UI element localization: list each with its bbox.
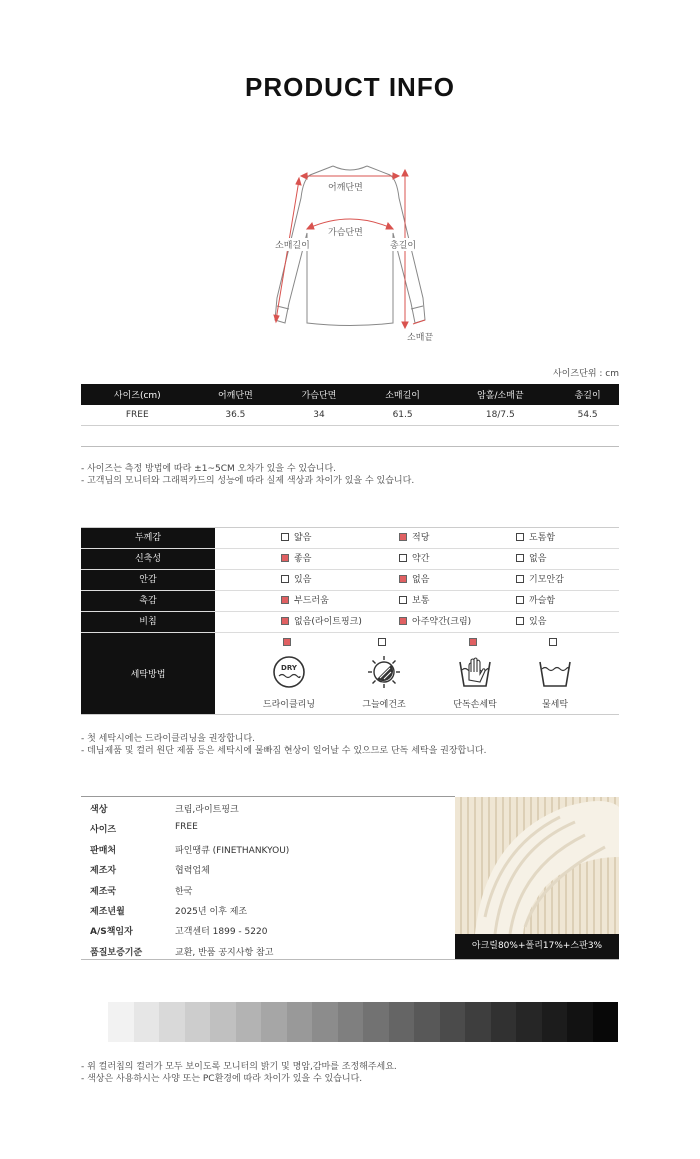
color-swatch: [414, 1002, 440, 1042]
color-swatch: [542, 1002, 568, 1042]
color-swatch: [185, 1002, 211, 1042]
color-swatch: [338, 1002, 364, 1042]
swatch-notes: [81, 1061, 397, 1085]
attr-option: 적당: [399, 528, 429, 549]
water-wash-icon: [537, 654, 573, 690]
info-key: 사이즈: [90, 825, 117, 836]
checkbox-icon: [281, 533, 289, 541]
hand-wash-icon: [457, 654, 493, 690]
checkbox-checked-icon: [399, 533, 407, 541]
checkbox-icon: [399, 596, 407, 604]
attr-option: 좋음: [281, 549, 311, 570]
wash-method-dry-clean: [254, 640, 324, 712]
color-swatch: [465, 1002, 491, 1042]
attr-name: 안감: [139, 575, 157, 585]
color-swatch: [287, 1002, 313, 1042]
color-swatch: [108, 1002, 134, 1042]
info-row: [81, 797, 455, 817]
wash-label: 단독손세탁: [453, 700, 497, 710]
attr-option: 기모안감: [516, 570, 564, 591]
size-unit: 사이즈단위 : cm: [553, 369, 619, 379]
divider: [81, 959, 619, 960]
swatch-note: - 색상은 사용하시는 사양 또는 PC환경에 따라 차이가 있을 수 있습니다.: [81, 1074, 363, 1084]
attr-option: 있음: [281, 570, 311, 591]
attr-name: 비침: [139, 617, 157, 627]
table-row-empty: [81, 425, 619, 446]
attr-option: 없음: [399, 570, 429, 591]
wash-method-hand-wash: [440, 640, 510, 712]
checkbox-checked-icon: [399, 617, 407, 625]
attr-option: 없음: [516, 549, 546, 570]
washing-notes: [81, 733, 486, 757]
checkbox-icon: [516, 617, 524, 625]
attr-option: 얇음: [281, 528, 311, 549]
info-key: 제조년월: [90, 906, 125, 917]
size-col-header: 어깨단면: [194, 384, 278, 405]
dry-text: DRY: [281, 664, 297, 672]
washing-note: - 데님제품 및 컬러 원단 제품 등은 세탁시에 물빠짐 현상이 일어날 수 있으므로 단독 세탁을 권장합니다.: [81, 746, 487, 756]
sleeve-length-label: 소매길이: [275, 238, 310, 251]
chest-label: 가슴단면: [328, 225, 363, 238]
page-title: PRODUCT INFO: [245, 72, 455, 102]
shade-dry-icon: [366, 654, 402, 690]
info-row: [81, 879, 455, 899]
color-swatch: [210, 1002, 236, 1042]
size-cell: FREE: [81, 405, 194, 425]
washing-note: - 첫 세탁시에는 드라이클리닝을 권장합니다.: [81, 734, 256, 744]
color-swatch: [363, 1002, 389, 1042]
checkbox-icon: [516, 575, 524, 583]
info-row: [81, 919, 455, 939]
attr-option: 도톰함: [516, 528, 555, 549]
washing-label: 세탁방법: [130, 670, 166, 680]
color-swatch: [312, 1002, 338, 1042]
attr-option: 보통: [399, 591, 429, 612]
total-length-label: 총길이: [390, 238, 416, 251]
size-note: - 사이즈는 측정 방법에 따라 ±1~5CM 오차가 있을 수 있습니다.: [81, 464, 337, 474]
color-swatch: [261, 1002, 287, 1042]
attr-option: 아주약간(크림): [399, 612, 471, 633]
size-cell: 34: [277, 405, 361, 425]
info-value: 한국: [175, 886, 193, 897]
attr-name: 촉감: [139, 596, 157, 606]
fabric-closeup-image: [455, 797, 619, 934]
info-row: [81, 940, 455, 960]
checkbox-icon: [378, 638, 386, 646]
wash-label: 드라이클리닝: [262, 700, 316, 710]
checkbox-icon: [549, 638, 557, 646]
size-notes: [81, 463, 414, 487]
color-swatch: [134, 1002, 160, 1042]
info-row: [81, 858, 455, 878]
info-value: 고객센터 1899 - 5220: [175, 927, 268, 938]
attr-name: 두께감: [134, 533, 162, 543]
size-table-header: [81, 384, 619, 405]
checkbox-checked-icon: [281, 617, 289, 625]
attr-row-stretch: [81, 549, 619, 570]
table-row: [81, 405, 619, 425]
attr-row-lining: [81, 570, 619, 591]
info-key: 품질보증기준: [90, 947, 143, 958]
attr-option: 까슬함: [516, 591, 555, 612]
attr-row-sheer: [81, 612, 619, 633]
info-value: 교환, 반품 공지사항 참고: [175, 947, 274, 958]
info-row: [81, 817, 455, 837]
checkbox-icon: [516, 596, 524, 604]
info-value: FREE: [175, 822, 198, 833]
swatch-note: - 위 컬러칩의 컬러가 모두 보이도록 모니터의 밝기 및 명암,감마를 조정해주세요.: [81, 1062, 397, 1072]
attr-option: 약간: [399, 549, 429, 570]
color-swatch: [567, 1002, 593, 1042]
size-cell: 54.5: [556, 405, 619, 425]
wash-label: 그늘에건조: [362, 700, 406, 710]
info-key: 제조자: [90, 866, 117, 877]
info-key: 제조국: [90, 886, 117, 897]
shoulder-label: 어깨단면: [328, 180, 363, 193]
info-value: 파인땡큐 (FINETHANKYOU): [175, 845, 290, 856]
checkbox-checked-icon: [281, 554, 289, 562]
size-col-header: 암홀/소매끝: [444, 384, 556, 405]
info-value: 2025년 이후 제조: [175, 906, 248, 917]
info-value: 협력업체: [175, 866, 210, 877]
checkbox-icon: [516, 554, 524, 562]
fabric-composition: 아크릴80%+폴리17%+스판3%: [455, 934, 619, 959]
fabric-attributes-table: [81, 527, 619, 715]
info-row: [81, 838, 455, 858]
info-key: 색상: [90, 805, 108, 815]
wash-method-water-wash: [520, 640, 590, 712]
checkbox-icon: [399, 554, 407, 562]
attr-row-touch: [81, 591, 619, 612]
size-col-header: 소매길이: [361, 384, 445, 405]
checkbox-checked-icon: [283, 638, 291, 646]
checkbox-checked-icon: [399, 575, 407, 583]
size-cell: 36.5: [194, 405, 278, 425]
size-col-header: 가슴단면: [277, 384, 361, 405]
color-swatch: [236, 1002, 262, 1042]
color-swatch: [491, 1002, 517, 1042]
info-key: A/S책임자: [90, 927, 133, 938]
size-col-header: 사이즈(cm): [81, 384, 194, 405]
color-swatch: [440, 1002, 466, 1042]
size-note: - 고객님의 모니터와 그래픽카드의 성능에 따라 실제 색상과 차이가 있을 수 있습니다.: [81, 476, 415, 486]
attr-name: 신축성: [134, 554, 162, 564]
size-table: [81, 384, 619, 447]
dry-clean-icon: [271, 654, 307, 690]
attr-option: 부드러움: [281, 591, 329, 612]
size-col-header: 총길이: [556, 384, 619, 405]
size-cell: 18/7.5: [444, 405, 556, 425]
color-swatch: [159, 1002, 185, 1042]
attr-row-thickness: [81, 528, 619, 549]
color-swatch: [516, 1002, 542, 1042]
color-swatch: [389, 1002, 415, 1042]
attr-option: 있음: [516, 612, 546, 633]
color-swatch: [593, 1002, 619, 1042]
attr-option: 없음(라이트핑크): [281, 612, 362, 633]
checkbox-checked-icon: [469, 638, 477, 646]
checkbox-icon: [516, 533, 524, 541]
info-key: 판매처: [90, 845, 117, 856]
color-swatches: [108, 1002, 618, 1042]
info-row: [81, 899, 455, 919]
product-info-table: [81, 796, 455, 960]
info-value: 크림,라이트핑크: [175, 805, 239, 815]
checkbox-checked-icon: [281, 596, 289, 604]
garment-sketch: [255, 158, 445, 348]
size-cell: 61.5: [361, 405, 445, 425]
cuff-label: 소매끝: [407, 330, 433, 343]
wash-method-shade-dry: [349, 640, 419, 712]
checkbox-icon: [281, 575, 289, 583]
wash-label: 물세탁: [541, 700, 569, 710]
